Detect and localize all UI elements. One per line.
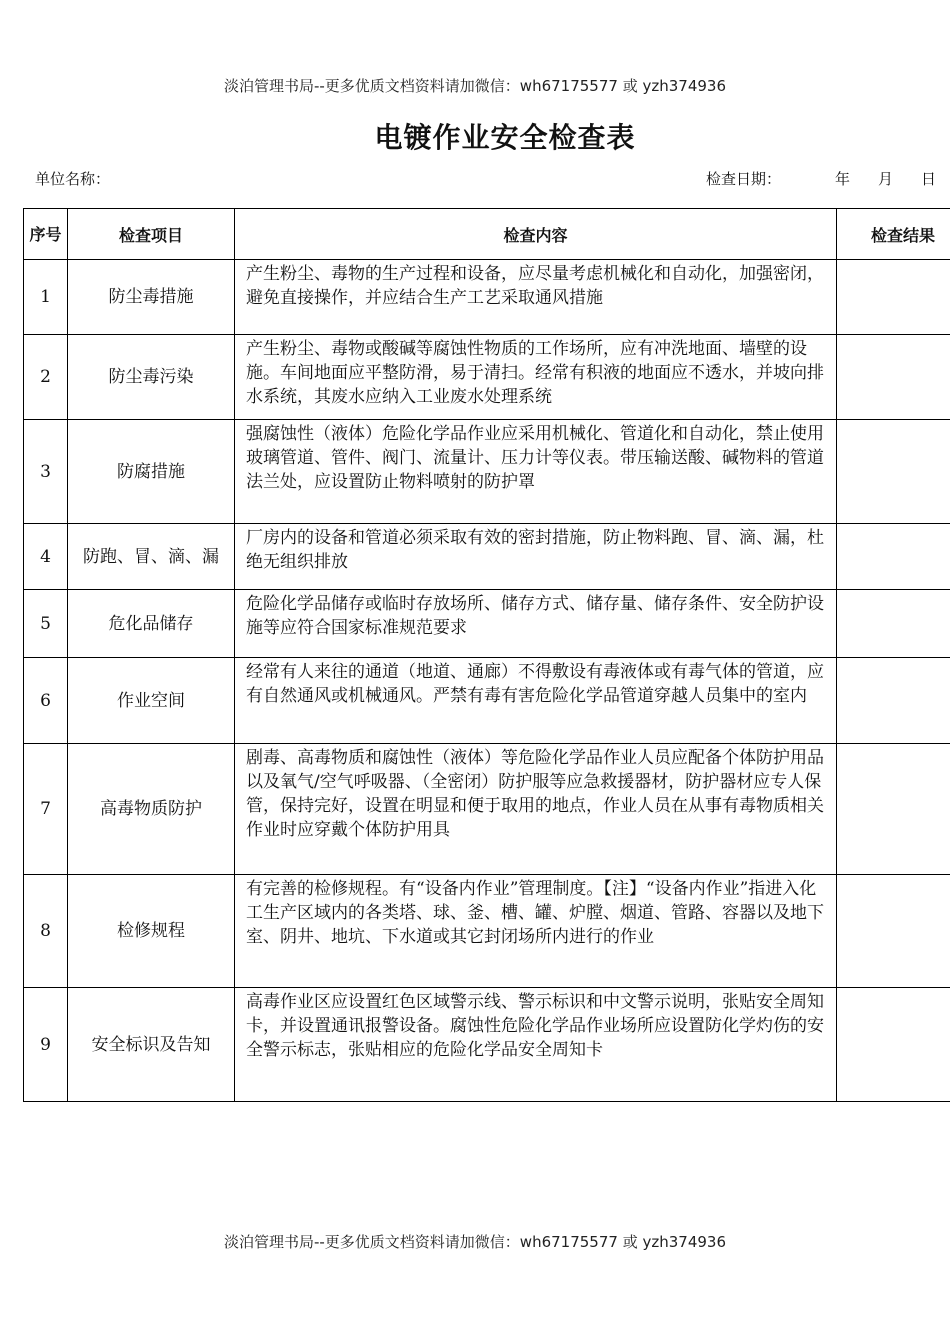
header-note: 淡泊管理书局--更多优质文档资料请加微信：wh67175577 或 yzh374936	[223, 77, 726, 95]
row-check-item: 防尘毒污染	[68, 335, 235, 420]
row-check-item: 防跑、冒、滴、漏	[68, 524, 235, 590]
table-row	[24, 658, 950, 744]
row-number: 4	[24, 524, 68, 590]
row-check-item: 高毒物质防护	[68, 744, 235, 875]
row-check-result	[837, 524, 950, 590]
row-check-result	[837, 420, 950, 524]
row-check-content: 厂房内的设备和管道必须采取有效的密封措施，防止物料跑、冒、滴、漏，杜绝无组织排放	[235, 524, 837, 590]
row-number: 7	[24, 744, 68, 875]
checklist-table-wrapper	[23, 208, 950, 1102]
table-row	[24, 744, 950, 875]
header-result: 检查结果	[837, 209, 950, 260]
row-check-result	[837, 988, 950, 1102]
row-number: 6	[24, 658, 68, 744]
table-row	[24, 590, 950, 658]
row-check-item: 作业空间	[68, 658, 235, 744]
row-check-content: 强腐蚀性（液体）危险化学品作业应采用机械化、管道化和自动化，禁止使用玻璃管道、管件、阀门、流量计、压力计等仪表。带压输送酸、碱物料的管道法兰处，应设置防止物料喷射的防护罩	[235, 420, 837, 524]
inspection-date-label: 检查日期：	[706, 170, 782, 188]
table-row	[24, 420, 950, 524]
table-row	[24, 988, 950, 1102]
row-number: 8	[24, 875, 68, 988]
header-no: 序号	[24, 209, 68, 260]
inspection-date	[706, 168, 936, 189]
row-check-result	[837, 744, 950, 875]
row-number: 2	[24, 335, 68, 420]
row-check-result	[837, 875, 950, 988]
date-year-label: 年	[835, 170, 851, 188]
row-check-item: 危化品储存	[68, 590, 235, 658]
row-number: 3	[24, 420, 68, 524]
row-check-result	[837, 260, 950, 335]
row-check-content: 高毒作业区应设置红色区域警示线、警示标识和中文警示说明，张贴安全周知卡，并设置通讯报警设备。腐蚀性危险化学品作业场所应设置防化学灼伤的安全警示标志，张贴相应的危险化学品安全周知卡	[235, 988, 837, 1102]
row-number: 1	[24, 260, 68, 335]
row-check-content: 危险化学品储存或临时存放场所、储存方式、储存量、储存条件、安全防护设施等应符合国家标准规范要求	[235, 590, 837, 658]
row-number: 9	[24, 988, 68, 1102]
row-check-result	[837, 590, 950, 658]
row-check-result	[837, 335, 950, 420]
table-row	[24, 335, 950, 420]
row-check-result	[837, 658, 950, 744]
row-check-item: 防腐措施	[68, 420, 235, 524]
table-row	[24, 524, 950, 590]
row-check-content: 经常有人来往的通道（地道、通廊）不得敷设有毒液体或有毒气体的管道，应有自然通风或机械通风。严禁有毒有害危险化学品管道穿越人员集中的室内	[235, 658, 837, 744]
table-header-row	[24, 209, 950, 260]
row-check-content: 产生粉尘、毒物的生产过程和设备，应尽量考虑机械化和自动化，加强密闭，避免直接操作，并应结合生产工艺采取通风措施	[235, 260, 837, 335]
row-check-content: 剧毒、高毒物质和腐蚀性（液体）等危险化学品作业人员应配备个体防护用品以及氧气/空气呼吸器、（全密闭）防护服等应急救援器材，防护器材应专人保管，保持完好，设置在明显和便于取用的地点，作业人员在从事有毒物质相关作业时应穿戴个体防护用具	[235, 744, 837, 875]
date-day-label: 日	[921, 170, 937, 188]
document-title: 电镀作业安全检查表	[374, 121, 636, 154]
unit-name-label: 单位名称：	[35, 170, 111, 188]
row-check-content: 产生粉尘、毒物或酸碱等腐蚀性物质的工作场所，应有冲洗地面、墙壁的设施。车间地面应平整防滑，易于清扫。经常有积液的地面应不透水，并坡向排水系统，其废水应纳入工业废水处理系统	[235, 335, 837, 420]
header-item: 检查项目	[68, 209, 235, 260]
row-number: 5	[24, 590, 68, 658]
date-month-label: 月	[878, 170, 894, 188]
table-row	[24, 875, 950, 988]
row-check-item: 安全标识及告知	[68, 988, 235, 1102]
checklist-table	[23, 208, 950, 1102]
row-check-content: 有完善的检修规程。有“设备内作业”管理制度。【注】“设备内作业”指进入化工生产区域内的各类塔、球、釜、槽、罐、炉膛、烟道、管路、容器以及地下室、阴井、地坑、下水道或其它封闭场所内进行的作业	[235, 875, 837, 988]
row-check-item: 检修规程	[68, 875, 235, 988]
header-content: 检查内容	[235, 209, 837, 260]
footer-note: 淡泊管理书局--更多优质文档资料请加微信：wh67175577 或 yzh374936	[223, 1233, 726, 1251]
table-row	[24, 260, 950, 335]
row-check-item: 防尘毒措施	[68, 260, 235, 335]
